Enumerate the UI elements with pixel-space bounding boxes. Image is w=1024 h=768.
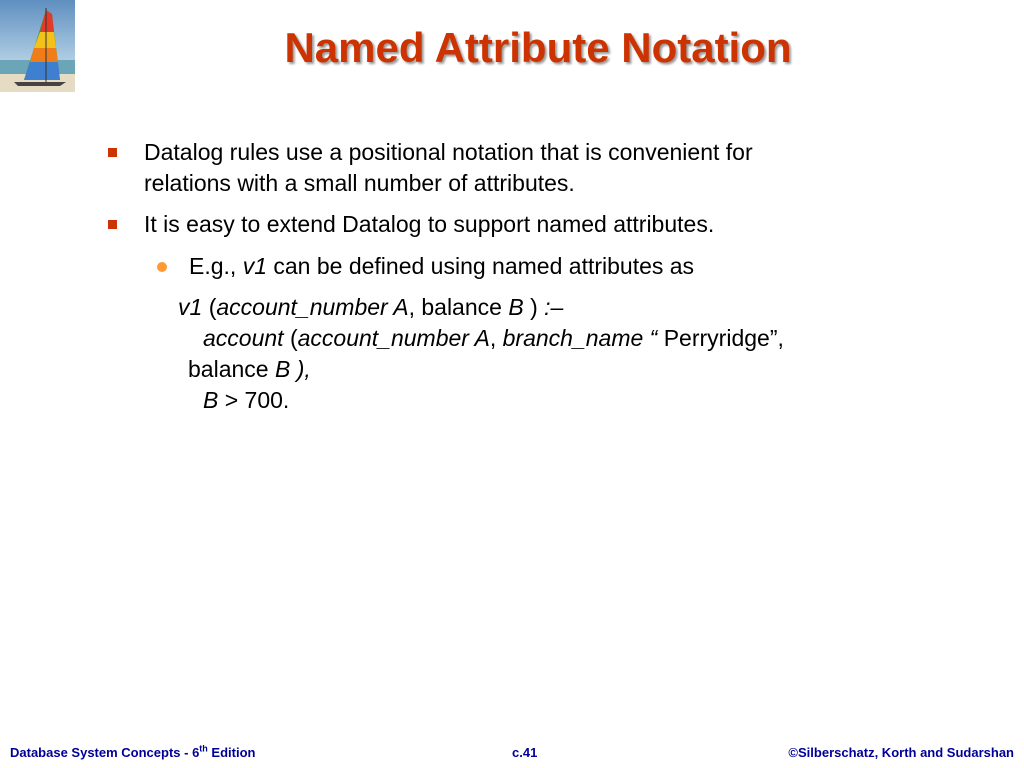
paren: ( — [289, 325, 298, 351]
sub-bullet-suffix: can be defined using named attributes as — [273, 253, 695, 279]
slide-title: Named Attribute Notation — [284, 24, 792, 71]
paren: ) — [530, 294, 538, 320]
rule-text: , balance — [408, 294, 502, 320]
bullet-text: It is easy to extend Datalog to support named attributes. — [144, 211, 715, 237]
rule-text: balance — [188, 356, 269, 382]
rule-attr: account_number A — [216, 294, 409, 320]
bullet-square-icon — [108, 148, 117, 157]
rule-line-3 — [188, 354, 311, 385]
bullet-line: relations with a small number of attributes. — [144, 170, 575, 196]
rule-text: > 700. — [224, 387, 290, 413]
rule-var: B — [203, 387, 219, 413]
rule-line-2 — [203, 323, 784, 354]
rule-var: B — [508, 294, 524, 320]
rule-arrow: :– — [544, 294, 564, 320]
rule-attr: branch_name “ — [502, 325, 658, 351]
rule-text: , — [489, 325, 497, 351]
bullet-square-icon — [108, 220, 117, 229]
sub-bullet-text — [189, 251, 694, 282]
rule-relation: account — [203, 325, 284, 351]
sub-bullet-var: v1 — [242, 253, 267, 279]
bullet-dot-icon — [157, 262, 167, 272]
paren: ), — [296, 356, 311, 382]
footer-text: Database System Concepts - 6 — [10, 745, 200, 760]
footer-copyright: ©Silberschatz, Korth and Sudarshan — [788, 745, 1014, 760]
rule-line-4 — [203, 385, 289, 416]
footer-sup: th — [199, 743, 208, 754]
bullet-text — [144, 137, 844, 199]
footer-page-number: c.41 — [512, 745, 538, 760]
sub-bullet-prefix: E.g., — [189, 253, 237, 279]
bullet-line: Datalog rules use a positional notation that is convenient for — [144, 139, 753, 165]
rule-line-1 — [178, 292, 563, 323]
footer-book-title — [10, 745, 255, 760]
rule-head: v1 — [178, 294, 203, 320]
rule-attr: account_number A — [297, 325, 490, 351]
paren: ( — [208, 294, 217, 320]
rule-value: Perryridge”, — [663, 325, 784, 351]
rule-var: B — [274, 356, 291, 382]
footer-text: Edition — [207, 745, 256, 760]
